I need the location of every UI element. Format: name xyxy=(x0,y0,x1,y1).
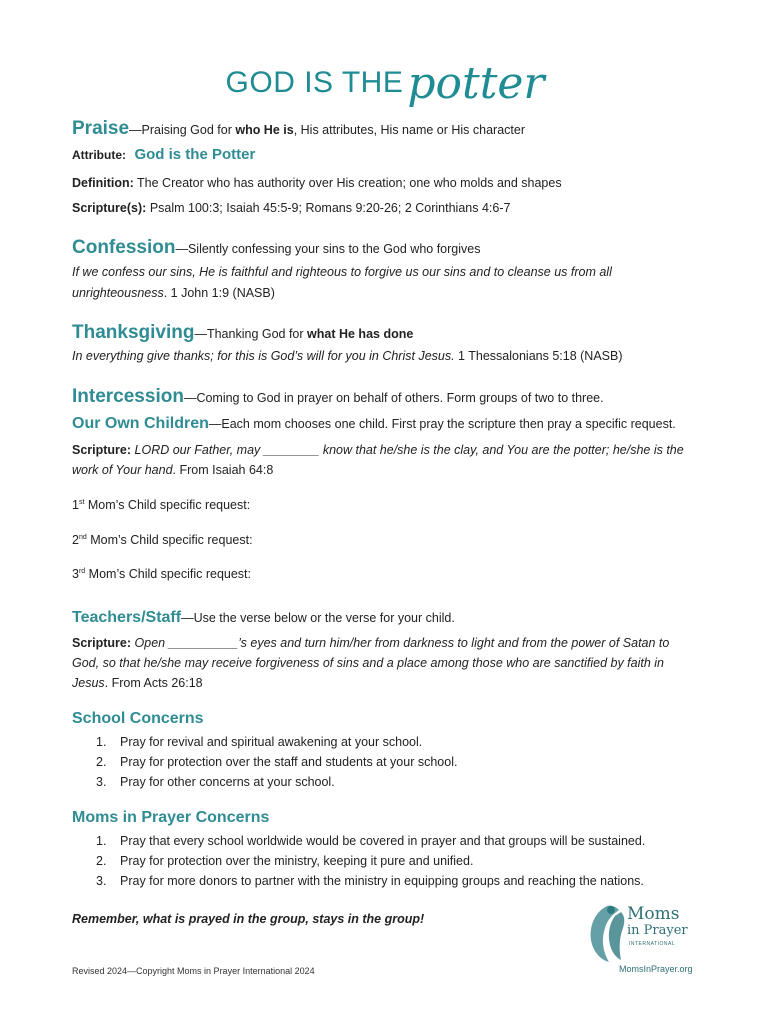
list-text: Pray that every school worldwide would be covered in prayer and that groups will be sustained. xyxy=(120,834,646,848)
list-item xyxy=(96,732,457,752)
teachers-scripture-text: Open __________’s eyes and turn him/her from darkness to light and from the power of Satan to xyxy=(134,636,670,650)
list-item xyxy=(96,831,645,851)
logo-url: MomsInPrayer.org xyxy=(619,964,693,974)
teachers-scripture-line2: God, so that he/she may receive forgiveness of sins and a place among those who are sanctified by faith in xyxy=(72,656,665,670)
praise-scripture-row xyxy=(72,201,510,215)
list-num: 3. xyxy=(96,874,107,888)
child-request-2 xyxy=(72,533,253,547)
thanksgiving-verse-text: In everything give thanks; for this is God’s will for you in Christ Jesus. xyxy=(72,349,455,363)
moms-in-prayer-logo xyxy=(585,900,700,980)
confession-verse-line2 xyxy=(72,286,275,300)
confession-section xyxy=(72,237,480,259)
children-heading: Our Own Children xyxy=(72,415,209,432)
attribute-row xyxy=(72,146,255,164)
praise-scripture-value: Psalm 100:3; Isaiah 45:5-9; Romans 9:20-26; 2 Corinthians 4:6-7 xyxy=(149,201,511,215)
request-num: 1 xyxy=(72,498,79,512)
list-item xyxy=(96,752,457,772)
title-script: potter xyxy=(407,58,545,109)
confession-verse-end: unrighteousness xyxy=(72,286,164,300)
confession-heading: Confession xyxy=(72,237,176,258)
list-num: 1. xyxy=(96,834,107,848)
list-num: 2. xyxy=(96,854,107,868)
reminder-text: Remember, what is prayed in the group, stays in the group! xyxy=(72,912,425,926)
teachers-intro: —Use the verse below or the verse for your child. xyxy=(181,611,455,625)
request-text: Mom’s Child specific request: xyxy=(86,533,253,547)
praise-heading: Praise xyxy=(72,118,130,139)
request-num: 2 xyxy=(72,533,79,547)
logo-line3: INTERNATIONAL xyxy=(629,941,676,947)
logo-line2: in Prayer xyxy=(627,923,688,938)
teachers-section xyxy=(72,609,455,627)
children-section xyxy=(72,415,676,433)
request-num: 3 xyxy=(72,567,79,581)
list-item xyxy=(96,851,645,871)
children-scripture-line2 xyxy=(72,463,273,477)
intercession-heading: Intercession xyxy=(72,386,184,407)
definition-row xyxy=(72,176,562,190)
list-text: Pray for revival and spiritual awakening at your school. xyxy=(120,735,423,749)
confession-verse-ref: . 1 John 1:9 (NASB) xyxy=(163,286,275,300)
list-num: 2. xyxy=(96,755,107,769)
request-sup: rd xyxy=(78,567,86,575)
thanksgiving-intro: —Thanking God for xyxy=(194,327,308,341)
page-title xyxy=(0,52,770,109)
child-request-3 xyxy=(72,567,251,581)
request-sup: nd xyxy=(78,533,87,541)
praise-scripture-label: Scripture(s): xyxy=(72,201,147,215)
children-scripture-line1 xyxy=(72,443,684,457)
teachers-scripture-end: Jesus xyxy=(72,676,105,690)
title-caps: GOD IS THE xyxy=(225,66,404,99)
footer-copyright: Revised 2024—Copyright Moms in Prayer International 2024 xyxy=(72,966,315,976)
list-num: 1. xyxy=(96,735,107,749)
confession-intro: —Silently confessing your sins to the God who forgives xyxy=(175,242,481,256)
thanksgiving-verse xyxy=(72,349,623,363)
children-scripture-text: LORD our Father, may ________ know that he/she is the clay, and You are the potter; he/she is the xyxy=(134,443,684,457)
moms-concerns-list xyxy=(96,831,645,891)
list-item xyxy=(96,871,645,891)
request-text: Mom’s Child specific request: xyxy=(84,498,251,512)
definition-value: The Creator who has authority over His creation; one who molds and shapes xyxy=(137,176,562,190)
request-text: Mom’s Child specific request: xyxy=(85,567,251,581)
list-text: Pray for other concerns at your school. xyxy=(120,775,335,789)
moms-heading: Moms in Prayer Concerns xyxy=(72,809,270,826)
thanksgiving-intro-bold: what He has done xyxy=(307,327,414,341)
praise-section xyxy=(72,118,525,140)
thanksgiving-verse-ref: 1 Thessalonians 5:18 (NASB) xyxy=(454,349,623,363)
child-request-1 xyxy=(72,498,250,512)
children-scripture-end: work of Your hand xyxy=(72,463,173,477)
list-num: 3. xyxy=(96,775,107,789)
confession-verse-line1: If we confess our sins, He is faithful and righteous to forgive us our sins and to cleanse us from all xyxy=(72,265,612,279)
thanksgiving-heading: Thanksgiving xyxy=(72,322,195,343)
school-heading: School Concerns xyxy=(72,710,204,727)
praise-intro: —Praising God for xyxy=(129,123,236,137)
request-sup: st xyxy=(78,498,85,506)
definition-label: Definition: xyxy=(72,176,134,190)
list-text: Pray for protection over the ministry, keeping it pure and unified. xyxy=(120,854,474,868)
attribute-value: God is the Potter xyxy=(134,146,256,163)
teachers-scripture-line3 xyxy=(72,676,203,690)
intercession-intro: —Coming to God in prayer on behalf of others. Form groups of two to three. xyxy=(183,391,604,405)
list-text: Pray for more donors to partner with the ministry in equipping groups and reaching the nations. xyxy=(120,874,644,888)
children-scripture-ref: . From Isaiah 64:8 xyxy=(172,463,274,477)
teachers-scripture-ref: . From Acts 26:18 xyxy=(104,676,203,690)
logo-line1: Moms xyxy=(627,904,680,924)
thanksgiving-section xyxy=(72,322,413,344)
children-scripture-label: Scripture: xyxy=(72,443,132,457)
praise-intro-bold: who He is xyxy=(235,123,294,137)
teachers-scripture-label: Scripture: xyxy=(72,636,132,650)
teachers-heading: Teachers/Staff xyxy=(72,609,182,626)
school-concerns-list xyxy=(96,732,457,792)
teachers-scripture-line1 xyxy=(72,636,669,650)
attribute-label: Attribute: xyxy=(72,148,126,162)
children-intro: —Each mom chooses one child. First pray the scripture then pray a specific request. xyxy=(208,417,676,431)
list-item xyxy=(96,772,457,792)
praise-intro-rest: , His attributes, His name or His character xyxy=(293,123,526,137)
intercession-section xyxy=(72,386,604,408)
praying-hands-icon xyxy=(585,902,629,964)
list-text: Pray for protection over the staff and students at your school. xyxy=(120,755,458,769)
